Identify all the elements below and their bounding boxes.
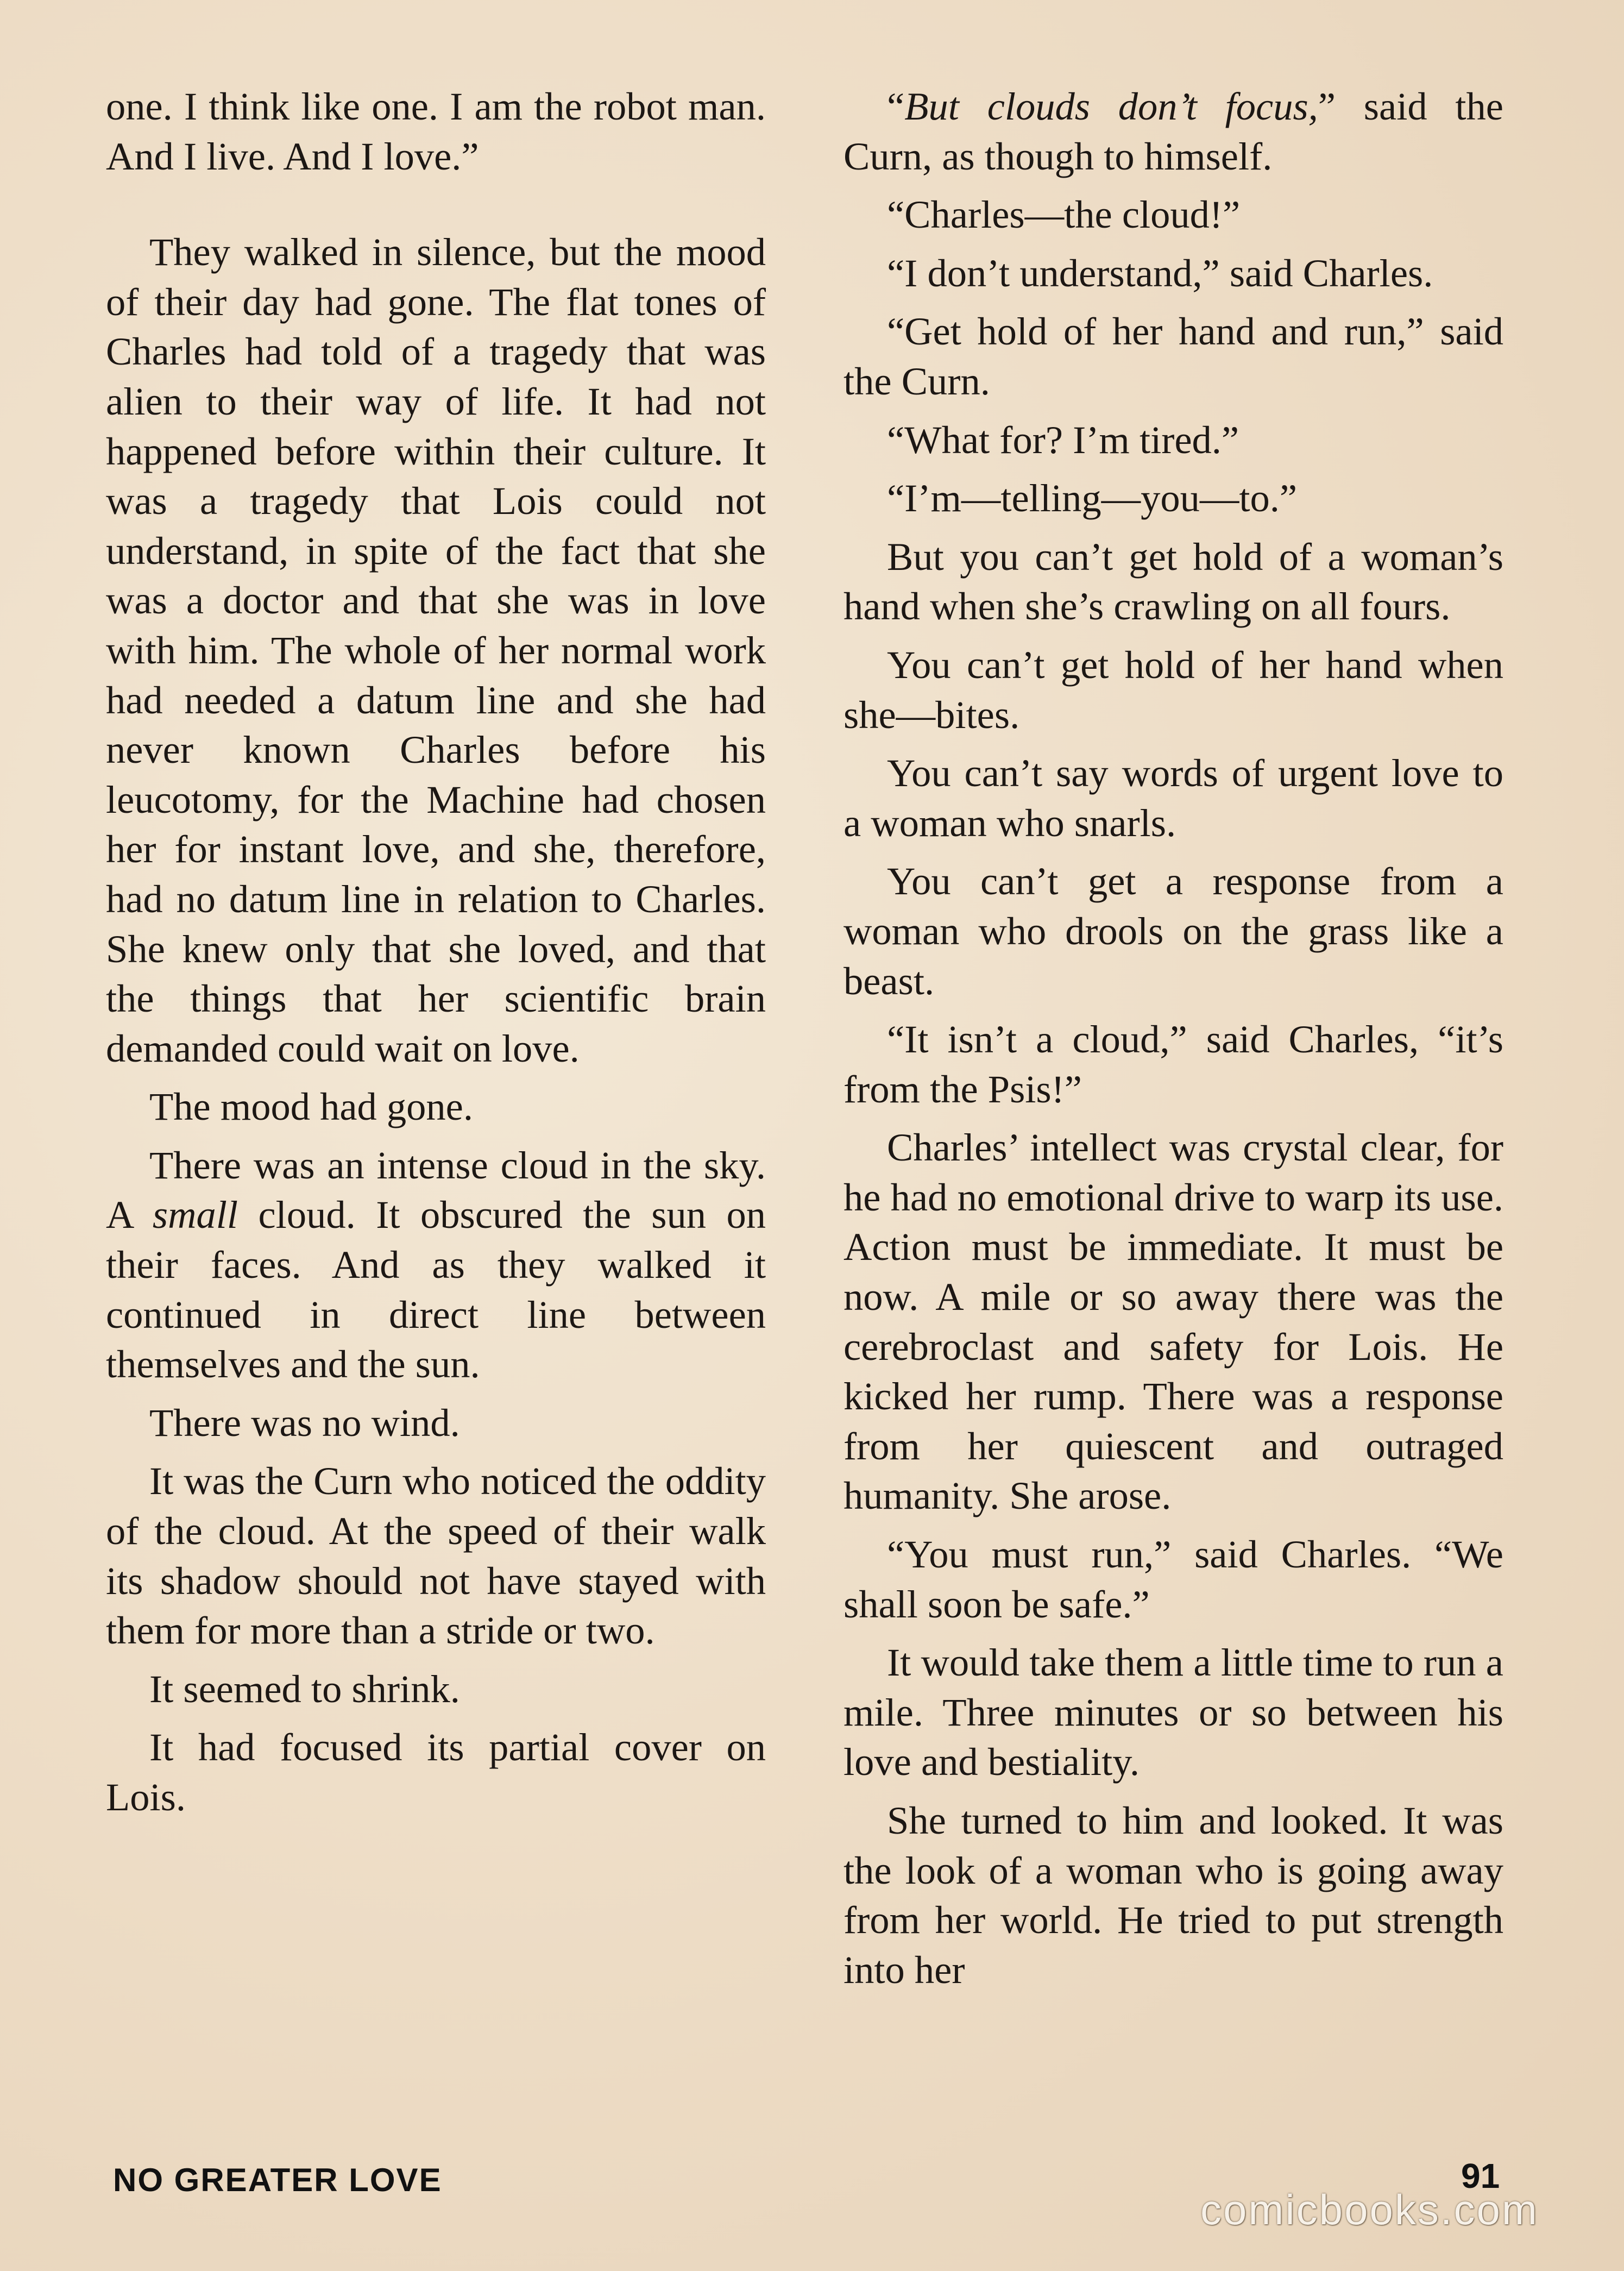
paragraph: You can’t say words of urgent love to a woman who snarls. — [844, 751, 1503, 845]
paragraph: She turned to him and looked. It was the look of a woman who is going away from her world. He tried to put strength into her — [844, 1798, 1503, 1992]
paragraph — [844, 81, 1503, 181]
paragraph: It had focused its partial cover on Lois. — [106, 1725, 766, 1819]
text-run: There was an intense cloud in the sky. A — [106, 1143, 766, 1237]
paragraph: There was no wind. — [149, 1400, 460, 1445]
site-watermark: comicbooks.com — [1200, 2186, 1539, 2234]
paragraph: The mood had gone. — [149, 1084, 473, 1129]
italic-emphasis: small — [152, 1193, 238, 1237]
paragraph: “Charles—the cloud!” — [887, 192, 1241, 237]
paragraph: They walked in silence, but the mood of their day had gone. The flat tones of Charles had told of a tragedy that was alien to their way of life. It had not happened before within their culture. It was a tragedy that Lois could not understand, in spite of the fact that she was a doctor and that she was in love with him. The whole of her normal work had needed a datum line and she had never known Charles before his leucotomy, for the Machine had chosen her for instant love, and she, therefore, had no datum line in relation to Charles. She knew only that she loved, and that the things that her scientific brain demanded could wait on love. — [106, 230, 766, 1070]
paragraph — [106, 1140, 766, 1389]
paragraph: It would take them a little time to run a mile. Three minutes or so between his love and bestiality. — [844, 1640, 1503, 1784]
right-text-column — [844, 81, 1503, 1994]
paragraph: It seemed to shrink. — [149, 1666, 460, 1711]
page-number: 91 — [1461, 2156, 1500, 2195]
paragraph: one. I think like one. I am the robot man. And I live. And I love.” — [106, 84, 766, 178]
text-run: ” said the Curn, as though to himself. — [844, 84, 1503, 178]
left-text-column — [106, 81, 766, 1822]
paragraph: “I don’t understand,” said Charles. — [887, 250, 1433, 295]
text-run: cloud. It obscured the sun on their faces. And as they walked it continued in direct line between themselves and the sun. — [106, 1193, 766, 1387]
paragraph: “What for? I’m tired.” — [887, 417, 1239, 462]
paragraph: “I’m—telling—you—to.” — [887, 476, 1298, 520]
paragraph: “It isn’t a cloud,” said Charles, “it’s from the Psis!” — [844, 1017, 1503, 1111]
italic-emphasis: But clouds don’t focus, — [904, 84, 1318, 128]
paragraph: It was the Curn who noticed the oddity of the cloud. At the speed of their walk its shadow should not have stayed with them for more than a stride or two. — [106, 1459, 766, 1653]
running-footer-title: NO GREATER LOVE — [113, 2162, 442, 2198]
paragraph: You can’t get hold of her hand when she—bites. — [844, 642, 1503, 737]
paragraph: But you can’t get hold of a woman’s hand when she’s crawling on all fours. — [844, 534, 1503, 629]
paragraph: Charles’ intellect was crystal clear, for he had no emotional drive to warp its use. Action must be immediate. It must be now. A mile or so away there was the cerebroclast and safety for Lois. He kicked her rump. There was a response from her quiescent and outraged humanity. She arose. — [844, 1125, 1503, 1518]
paragraph: You can’t get a response from a woman who drools on the grass like a beast. — [844, 859, 1503, 1003]
paragraph: “Get hold of her hand and run,” said the Curn. — [844, 309, 1503, 403]
text-run: “ — [887, 84, 905, 128]
paragraph: “You must run,” said Charles. “We shall soon be safe.” — [844, 1532, 1503, 1626]
